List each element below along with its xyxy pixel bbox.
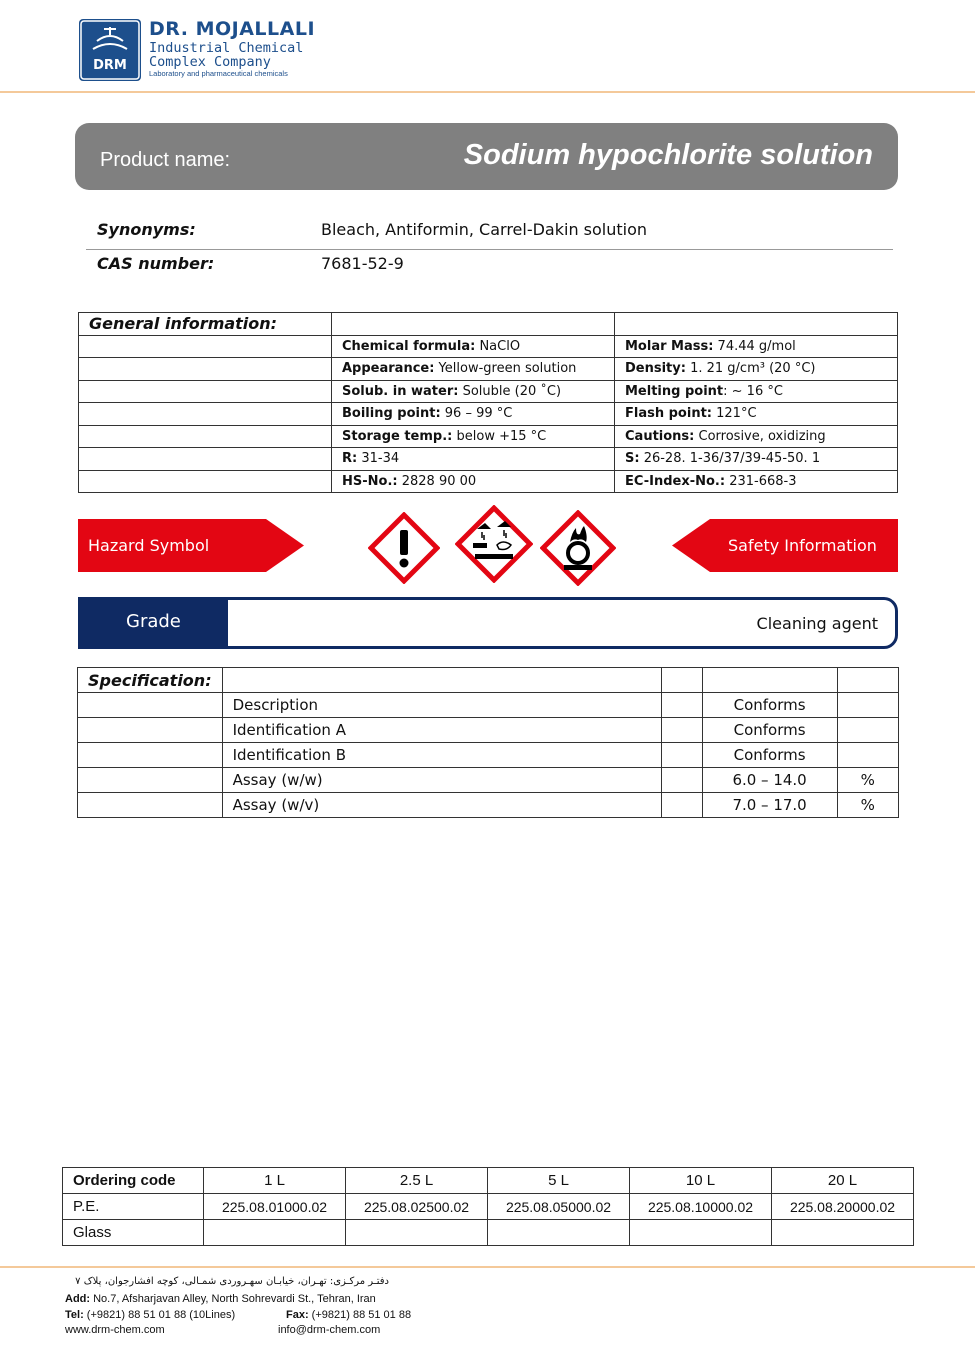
size-header: 2.5 L bbox=[346, 1168, 488, 1194]
table-row bbox=[63, 1220, 914, 1246]
info-cell: S: 26-28. 1-36/37/39-45-50. 1 bbox=[615, 448, 898, 471]
size-header: 20 L bbox=[772, 1168, 914, 1194]
order-code bbox=[488, 1220, 630, 1246]
order-code bbox=[204, 1220, 346, 1246]
company-line-1: Industrial Chemical bbox=[149, 40, 304, 56]
safety-info-label: Safety Information bbox=[728, 536, 877, 555]
company-tagline: Laboratory and pharmaceutical chemicals bbox=[149, 69, 288, 78]
spec-result: 7.0 – 17.0 bbox=[702, 793, 837, 818]
table-row bbox=[79, 380, 898, 403]
spec-test: Description bbox=[222, 693, 661, 718]
product-name: Sodium hypochlorite solution bbox=[463, 139, 873, 171]
table-row bbox=[78, 768, 899, 793]
order-code: 225.08.01000.02 bbox=[204, 1194, 346, 1220]
spec-result: 6.0 – 14.0 bbox=[702, 768, 837, 793]
package-type: P.E. bbox=[63, 1194, 204, 1220]
order-code: 225.08.05000.02 bbox=[488, 1194, 630, 1220]
spec-test: Assay (w/v) bbox=[222, 793, 661, 818]
footer-persian-address: دفتـر مرکـزی: تهـران، خیابـان سهـروردی شمـالی، کوچه افشارجوان، پلاک ۷ bbox=[75, 1276, 389, 1287]
info-cell: Solub. in water: Soluble (20 ˚C) bbox=[332, 380, 615, 403]
info-cell: HS-No.: 2828 90 00 bbox=[332, 470, 615, 493]
info-cell: R: 31-34 bbox=[332, 448, 615, 471]
general-info-table bbox=[78, 312, 898, 493]
general-info-title: General information: bbox=[79, 313, 332, 336]
table-row bbox=[63, 1194, 914, 1220]
info-cell: Molar Mass: 74.44 g/mol bbox=[615, 335, 898, 358]
table-row bbox=[79, 470, 898, 493]
size-header: 10 L bbox=[630, 1168, 772, 1194]
spec-unit bbox=[837, 743, 898, 768]
order-code: 225.08.20000.02 bbox=[772, 1194, 914, 1220]
info-cell: Boiling point: 96 – 99 °C bbox=[332, 403, 615, 426]
spec-unit: % bbox=[837, 768, 898, 793]
footer-email-link[interactable]: info@drm-chem.com bbox=[278, 1324, 381, 1336]
exclamation-mark-icon bbox=[368, 512, 440, 584]
table-row bbox=[79, 358, 898, 381]
table-row bbox=[79, 313, 898, 336]
hazard-symbol-label: Hazard Symbol bbox=[88, 536, 210, 555]
footer-address: Add: No.7, Afsharjavan Alley, North Sohrevardi St., Tehran, Iran bbox=[65, 1293, 376, 1305]
ordering-code-header: Ordering code bbox=[63, 1168, 204, 1194]
table-row bbox=[78, 793, 899, 818]
size-header: 1 L bbox=[204, 1168, 346, 1194]
grade-label: Grade bbox=[126, 611, 181, 632]
specification-table bbox=[77, 667, 899, 818]
table-row bbox=[63, 1168, 914, 1194]
info-cell: Chemical formula: NaClO bbox=[332, 335, 615, 358]
order-code bbox=[630, 1220, 772, 1246]
svg-text:DRM: DRM bbox=[93, 58, 127, 73]
specification-title: Specification: bbox=[78, 668, 223, 693]
company-line-2: Complex Company bbox=[149, 54, 271, 70]
footer-tel: Tel: (+9821) 88 51 01 88 (10Lines) bbox=[65, 1309, 236, 1321]
table-row bbox=[79, 448, 898, 471]
order-code: 225.08.10000.02 bbox=[630, 1194, 772, 1220]
size-header: 5 L bbox=[488, 1168, 630, 1194]
footer-fax: Fax: (+9821) 88 51 01 88 bbox=[286, 1309, 412, 1321]
package-type: Glass bbox=[63, 1220, 204, 1246]
info-cell: EC-Index-No.: 231-668-3 bbox=[615, 470, 898, 493]
spec-test: Identification B bbox=[222, 743, 661, 768]
cas-label: CAS number: bbox=[97, 254, 215, 273]
oxidizing-flame-icon bbox=[540, 510, 616, 586]
spec-unit bbox=[837, 693, 898, 718]
grade-value: Cleaning agent bbox=[756, 614, 878, 633]
spec-result: Conforms bbox=[702, 743, 837, 768]
product-label: Product name: bbox=[100, 149, 231, 171]
spec-unit bbox=[837, 718, 898, 743]
order-code bbox=[772, 1220, 914, 1246]
spec-result: Conforms bbox=[702, 718, 837, 743]
table-row bbox=[78, 743, 899, 768]
info-cell: Flash point: 121°C bbox=[615, 403, 898, 426]
company-name: DR. MOJALLALI bbox=[149, 18, 316, 40]
info-cell: Appearance: Yellow-green solution bbox=[332, 358, 615, 381]
synonyms-divider bbox=[86, 249, 893, 250]
company-logo bbox=[79, 19, 141, 81]
footer-divider bbox=[0, 1266, 975, 1268]
spec-result: Conforms bbox=[702, 693, 837, 718]
table-row bbox=[78, 693, 899, 718]
header-divider bbox=[0, 91, 975, 93]
info-cell: Storage temp.: below +15 °C bbox=[332, 425, 615, 448]
spec-test: Assay (w/w) bbox=[222, 768, 661, 793]
table-row bbox=[79, 335, 898, 358]
synonyms-label: Synonyms: bbox=[97, 220, 196, 239]
info-cell: Density: 1. 21 g/cm³ (20 °C) bbox=[615, 358, 898, 381]
order-code: 225.08.02500.02 bbox=[346, 1194, 488, 1220]
spec-test: Identification A bbox=[222, 718, 661, 743]
table-row bbox=[78, 668, 899, 693]
table-row bbox=[79, 403, 898, 426]
info-cell: Cautions: Corrosive, oxidizing bbox=[615, 425, 898, 448]
table-row bbox=[78, 718, 899, 743]
cas-value: 7681-52-9 bbox=[321, 254, 404, 273]
table-row bbox=[79, 425, 898, 448]
order-code bbox=[346, 1220, 488, 1246]
ordering-table bbox=[62, 1167, 914, 1246]
synonyms-value: Bleach, Antiformin, Carrel-Dakin solution bbox=[321, 220, 648, 239]
corrosion-icon bbox=[455, 505, 533, 583]
spec-unit: % bbox=[837, 793, 898, 818]
info-cell: Melting point: ~ 16 °C bbox=[615, 380, 898, 403]
footer-website-link[interactable]: www.drm-chem.com bbox=[65, 1324, 165, 1336]
